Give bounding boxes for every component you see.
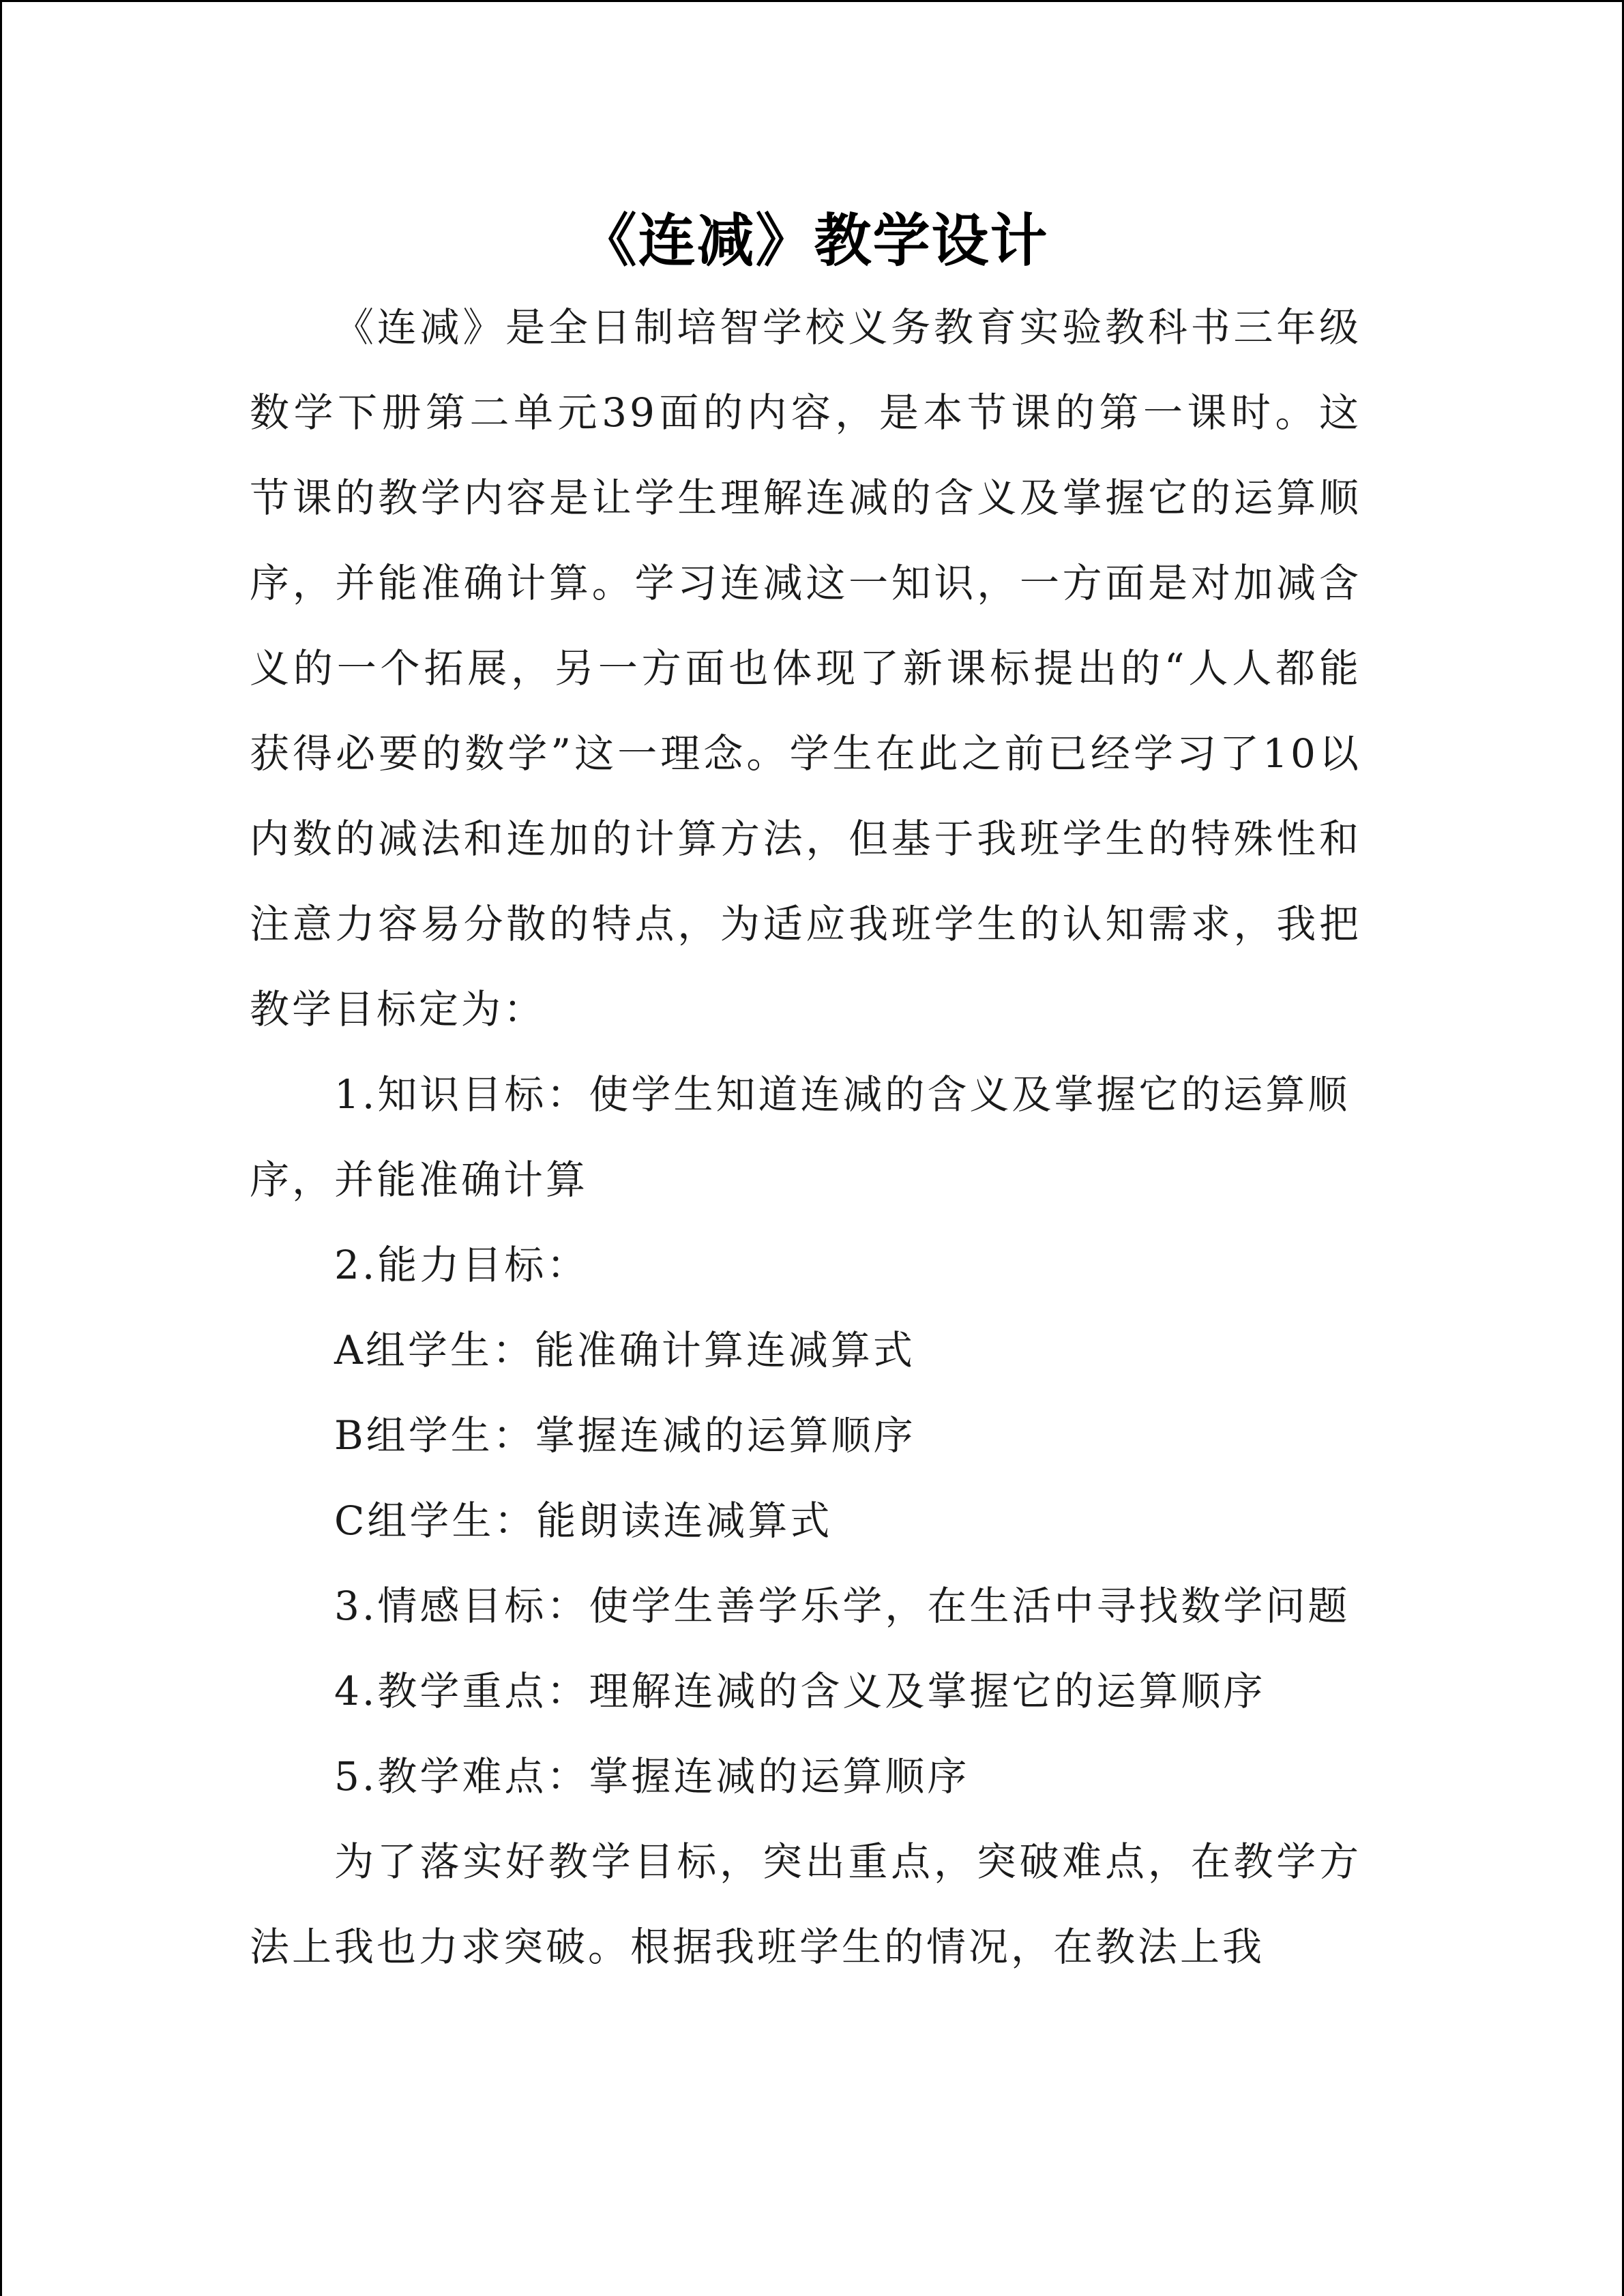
- group-c-goal: C组学生：能朗读连减算式: [334, 1497, 833, 1544]
- teaching-key-point: 4.教学重点：理解连减的含义及掌握它的运算顺序: [334, 1668, 1266, 1714]
- emotion-goal: 3.情感目标：使学生善学乐学，在生活中寻找数学问题: [334, 1583, 1350, 1629]
- teaching-difficulty: 5.教学难点：掌握连减的运算顺序: [334, 1753, 970, 1800]
- group-b-goal: B组学生：掌握连减的运算顺序: [334, 1412, 916, 1459]
- intro-paragraph: 《连减》是全日制培智学校义务教育实验教科书三年级数学下册第二单元39面的内容，是本节课的第一课时。这节课的教学内容是让学生理解连减的含义及掌握它的运算顺序，并能准确计算。学习连减这一知识，一方面是对加减含义的一个拓展，另一方面也体现了新课标提出的“人人都能获得必要的数学”这一理念。学生在此之前已经学习了10以内数的减法和连加的计算方法，但基于我班学生的特殊性和注意力容易分散的特点，为适应我班学生的认知需求，我把教学目标定为：: [250, 304, 1361, 1032]
- closing-paragraph: 为了落实好教学目标，突出重点，突破难点，在教学方法上我也力求突破。根据我班学生的情况，在教法上我: [250, 1838, 1361, 1970]
- document-title: 《连减》教学设计: [579, 207, 1049, 274]
- ability-goal: 2.能力目标：: [334, 1242, 589, 1288]
- knowledge-goal: 1.知识目标：使学生知道连减的含义及掌握它的运算顺序，并能准确计算: [250, 1071, 1350, 1203]
- group-a-goal: A组学生：能准确计算连减算式: [334, 1327, 915, 1373]
- document-body: [250, 285, 1361, 1990]
